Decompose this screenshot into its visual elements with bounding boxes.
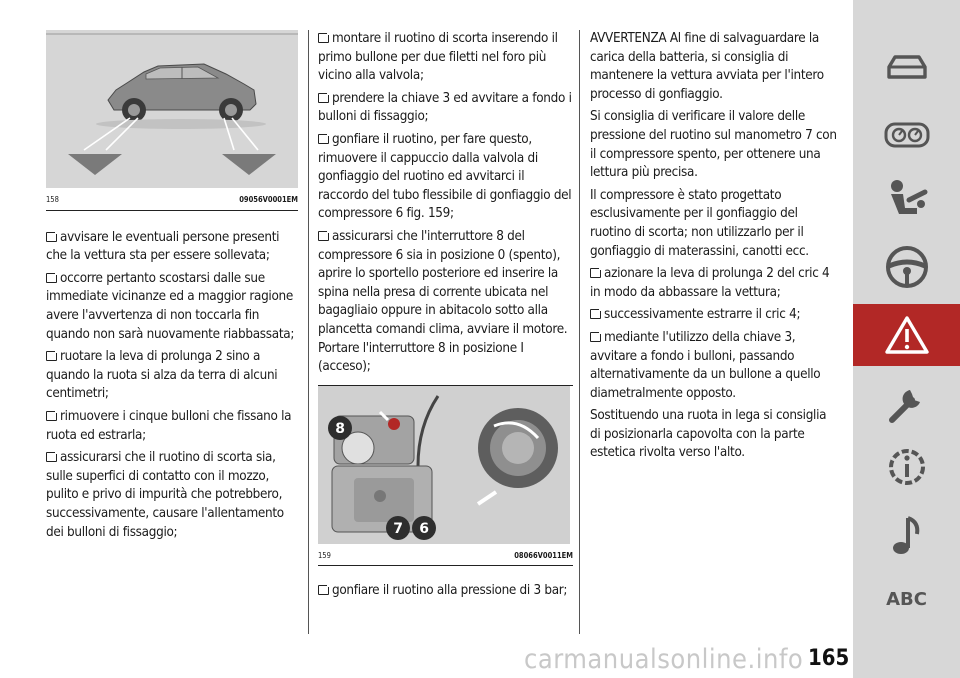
nav-safety[interactable] [853,170,960,232]
bullet-box-icon [46,273,57,283]
column-1 [46,30,298,546]
info-gear-icon [884,444,930,490]
seat-passenger-icon [883,178,931,224]
nav-technical-data[interactable] [853,436,960,498]
figure-159 [318,386,570,544]
list-item: mediante l'utilizzo della chiave 3, avvitare a fondo i bulloni, passando alternativamente da un bullone a quello diametralmente opposto. [590,329,821,401]
list-item: prendere la chiave 3 ed avvitare a fondo i bulloni di fissaggio; [318,90,572,125]
bullet-box-icon [590,268,601,278]
figure-rule [318,565,573,566]
chapter-sidebar [853,0,960,678]
nav-index[interactable] [853,568,960,630]
list-item: successivamente estrarre il cric 4; [590,306,840,325]
figure-number: 159 [318,550,331,560]
figure-159-caption [318,544,573,566]
bullet-box-icon [46,452,57,462]
figure-158 [46,30,298,188]
bullet-box-icon [590,309,601,319]
bullet-box-icon [46,411,57,421]
figure-158-caption [46,188,298,210]
wrench-icon [884,380,930,426]
list-item: assicurarsi che il ruotino di scorta sia, sulle superfici di contatto con il mozzo, pulito e privo di impurità che potrebbero, successivamente, causare l'allentamento dei bulloni di fissaggio; [46,450,284,540]
nav-emergency[interactable] [853,304,960,366]
column-divider [579,30,580,634]
col2-list [318,30,573,377]
page-number: 165 [808,646,850,671]
paragraph: Il compressore è stato progettato esclusivamente per il gonfiaggio del ruotino di scorta; non utilizzarlo per il gonfiaggio di materassini, canotti ecc. [590,187,809,259]
list-item: ruotare la leva di prolunga 2 sino a quando la ruota si alza da terra di alcuni centimetri; [46,349,278,402]
dashboard-gauges-icon [883,120,931,150]
car-on-jack-illustration [46,30,298,188]
list-item: montare il ruotino di scorta inserendo il primo bullone per due filetti nel foro più vicino alla valvola; [318,31,558,84]
bullet-box-icon [318,134,329,144]
paragraph: Si consiglia di verificare il valore delle pressione del ruotino sul manometro 7 con il compressore spento, per ottenere una lettura più precisa. [590,109,837,181]
nav-maintenance[interactable] [853,372,960,434]
list-item: azionare la leva di prolunga 2 del cric 4 in modo da abbassare la vettura; [590,266,830,300]
compressor-illustration [318,386,570,544]
nav-driving[interactable] [853,236,960,298]
nav-car[interactable] [853,36,960,98]
bullet-box-icon [318,33,329,43]
music-note-icon [887,512,927,558]
column-3 [590,30,840,467]
list-item: rimuovere i cinque bulloni che fissano la ruota ed estrarla; [46,408,292,443]
callout-8: 8 [335,420,345,437]
list-item: gonfiare il ruotino alla pressione di 3 bar; [318,582,573,601]
index-label: ABC [886,588,927,610]
list-item: gonfiare il ruotino, per fare questo, rimuovere il cappuccio dalla valvola di gonfiaggio del ruotino ed avvitarci il raccordo del tubo flessibile di gonfiaggio del compressore 6 fig. 159; [318,131,572,222]
bullet-box-icon [46,351,57,361]
bullet-box-icon [318,93,329,103]
figure-code: 09056V0001EM [239,195,298,204]
list-item: occorre pertanto scostarsi dalle sue immediate vicinanze ed a maggior ragione avere l'avvertenza di non toccarla fin quando non sarà nuovamente riabbassata; [46,270,295,342]
warning-triangle-icon [884,314,930,356]
car-icon [883,51,931,83]
column-divider [308,30,309,634]
warning-paragraph: AVVERTENZA Al fine di salvaguardare la carica della batteria, si consiglia di mantenere la vettura avviata per l'intero processo di gonfiaggio. [590,31,824,102]
list-item: assicurarsi che l'interruttore 8 del compressore 6 sia in posizione 0 (spento), aprire lo sportello posteriore ed inserire la spina nella presa di corrente ubicata nel bagagliaio oppure in abitacolo sotto alla plancetta comandi clima, avviare il motore. Portare l'interruttore 8 in posizione I (acceso); [318,228,568,375]
bullet-box-icon [46,232,57,242]
watermark: carmanualsonline.info [524,644,804,675]
nav-dashboard[interactable] [853,104,960,166]
nav-multimedia[interactable] [853,504,960,566]
col1-list [46,229,298,543]
figure-code: 08066V0011EM [514,550,573,560]
figure-rule [46,210,298,211]
steering-wheel-icon [884,244,930,290]
paragraph: Sostituendo una ruota in lega si consiglia di posizionarla capovolta con la parte estetica rivolta verso l'alto. [590,408,827,461]
list-item: avvisare le eventuali persone presenti che la vettura sta per essere sollevata; [46,229,280,264]
bullet-box-icon [318,585,329,595]
column-2 [318,30,573,605]
bullet-box-icon [318,231,329,241]
figure-number: 158 [46,195,59,204]
callout-7: 7 [393,520,403,537]
bullet-box-icon [590,332,601,342]
callout-6: 6 [419,520,429,537]
